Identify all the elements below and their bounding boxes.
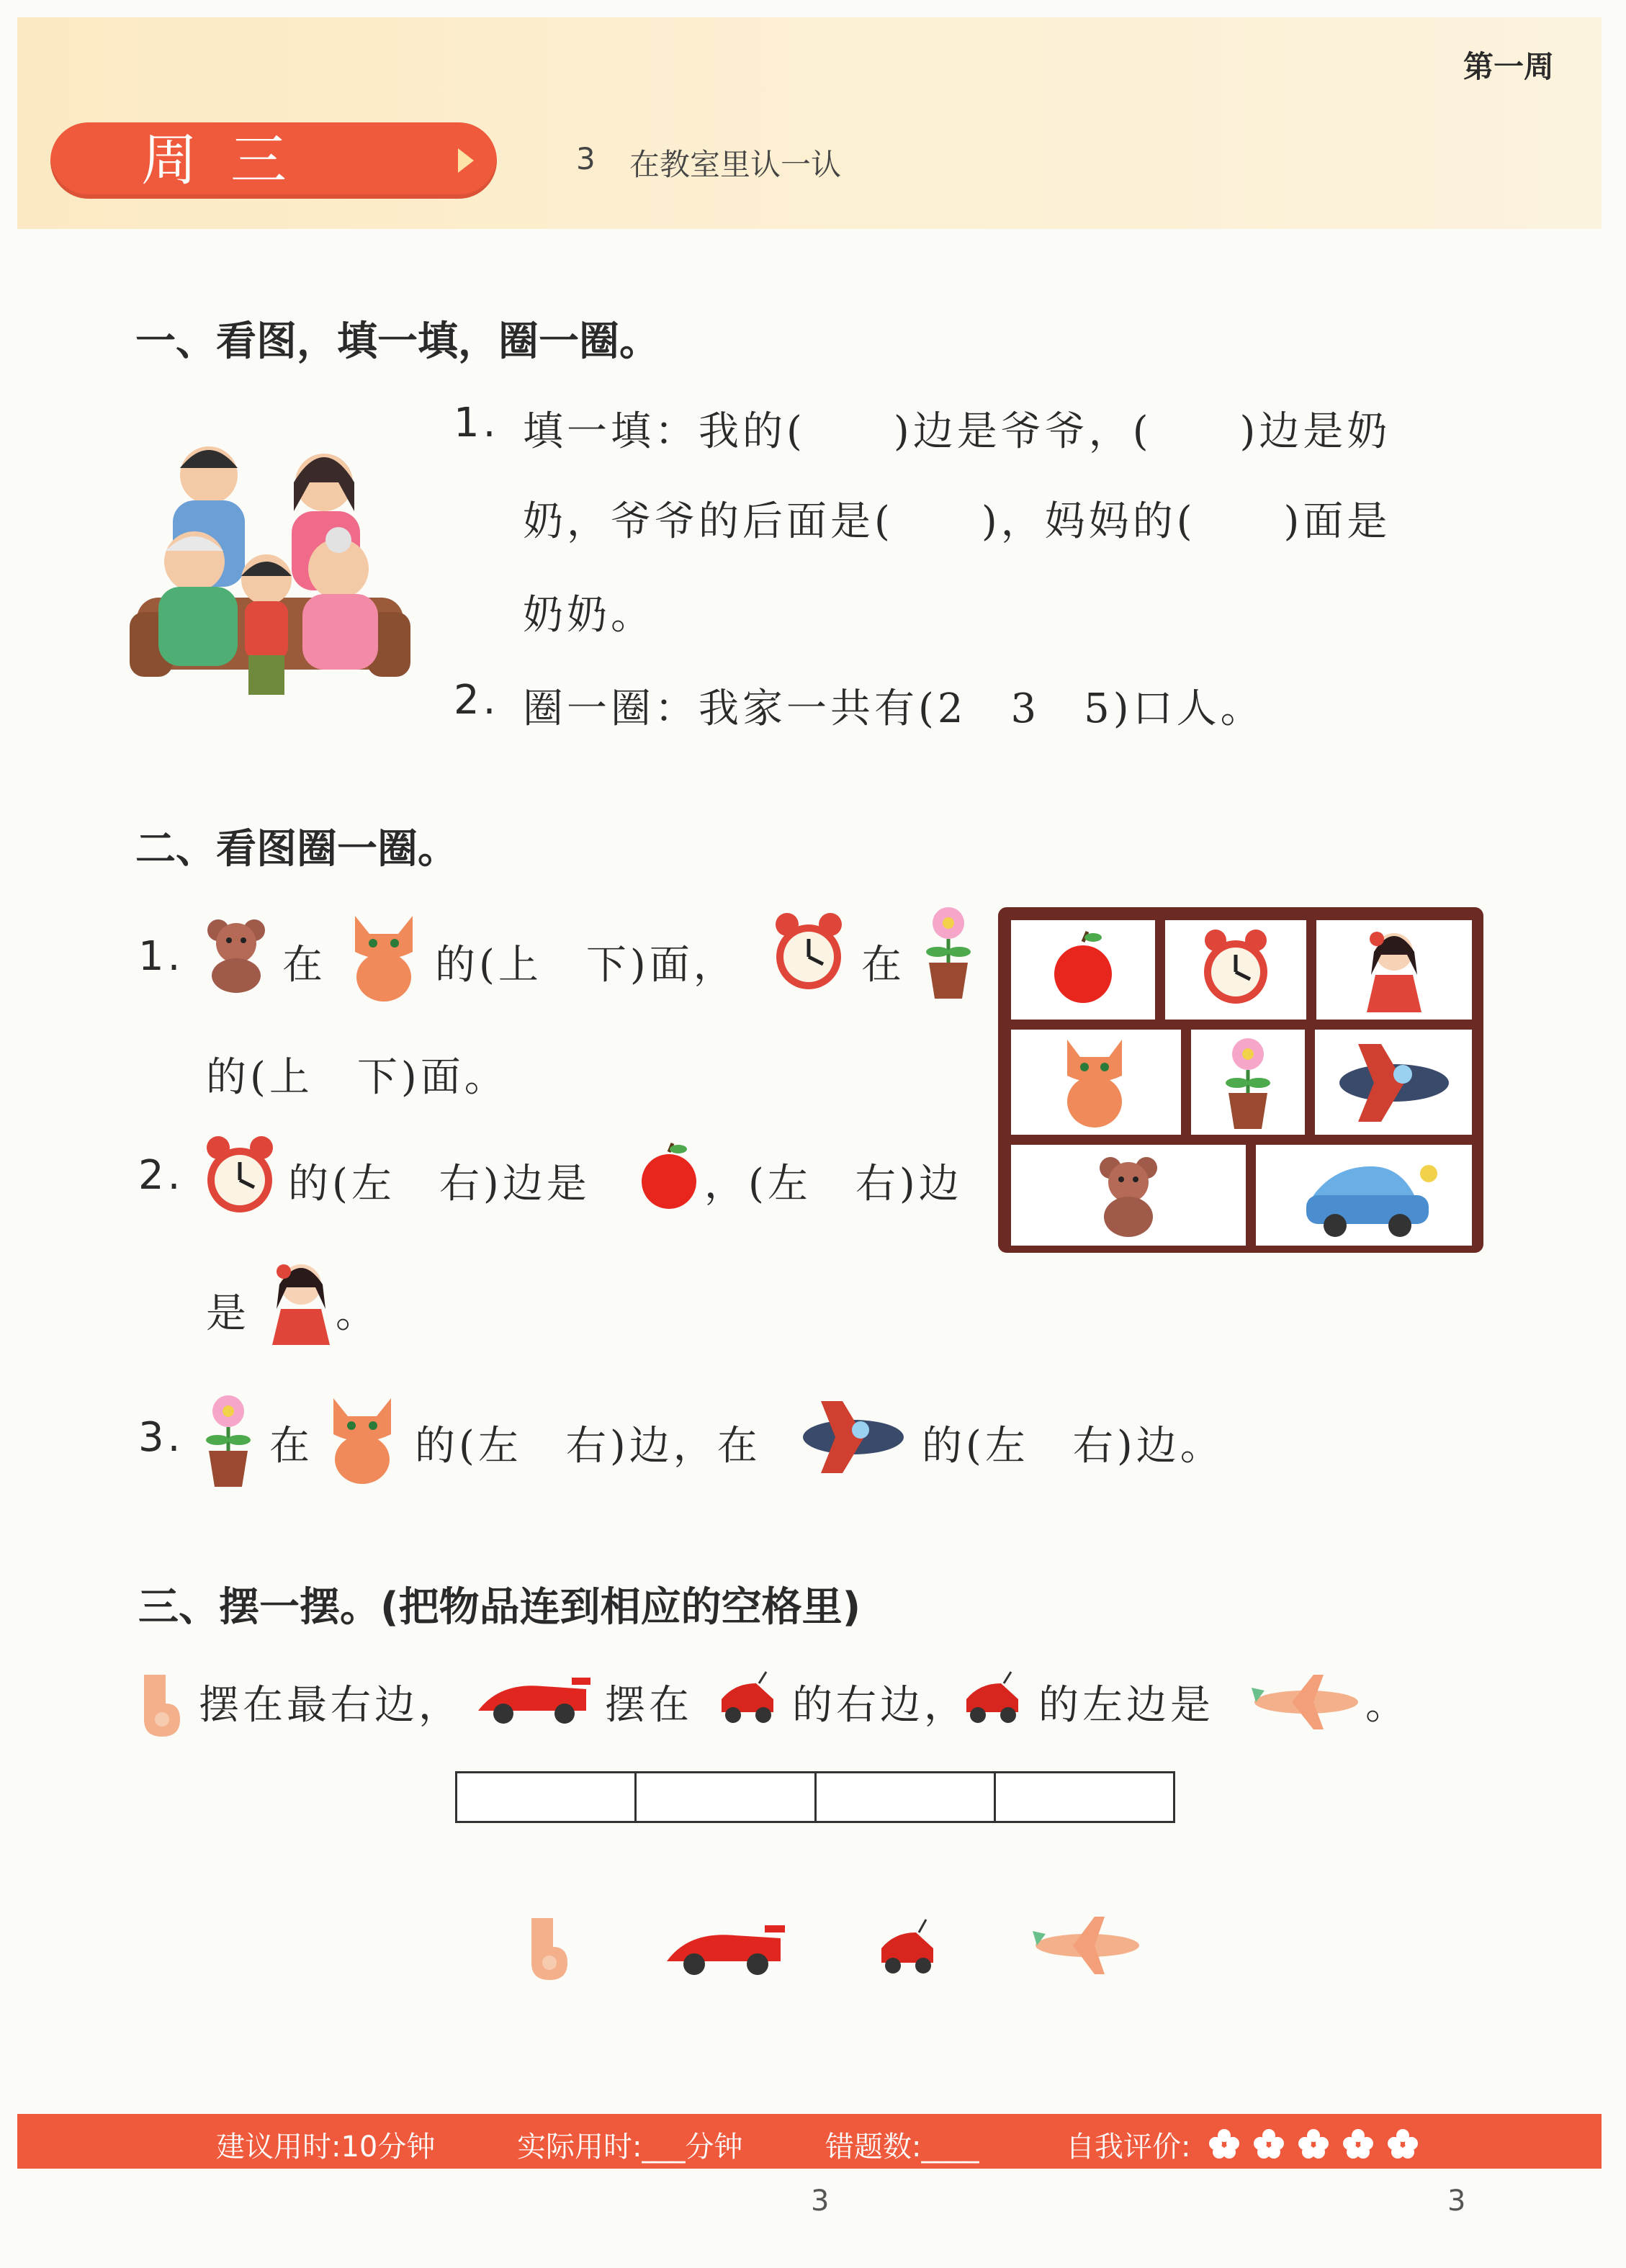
page-number-left: 3	[811, 2184, 830, 2218]
grid-cell-toy-car	[1256, 1145, 1472, 1246]
s2-q3-number: 3.	[138, 1414, 184, 1461]
airplane-icon	[792, 1394, 915, 1480]
family-illustration	[130, 432, 410, 698]
s1-q1-line3: 奶奶。	[523, 592, 655, 639]
answer-box-4[interactable]	[996, 1773, 1173, 1821]
rating-flowers	[1207, 2124, 1437, 2160]
s1-q2-number: 2.	[454, 677, 500, 724]
lesson-title: 在教室里认一认	[629, 147, 842, 182]
day-pill	[50, 122, 497, 199]
s1-q1-line2: 奶，爷爷的后面是( )，妈妈的( )面是	[523, 498, 1391, 545]
flower-icon	[1343, 2129, 1373, 2159]
cat-icon	[1011, 1030, 1181, 1135]
s1-q2-line: 圈一圈：我家一共有(2 3 5)口人。	[523, 685, 1265, 732]
race-car-icon	[471, 1668, 593, 1732]
grid-cell-clock	[1165, 920, 1306, 1020]
flower-pot-icon	[1191, 1030, 1305, 1135]
s2-q1-b: 的(上 下)面，	[435, 942, 737, 989]
s2-q1-c: 在	[861, 942, 905, 989]
s2-q1-a: 在	[282, 942, 326, 989]
s2-q3-c: 的(左 右)边。	[922, 1423, 1224, 1470]
flower-pot-icon	[196, 1390, 261, 1490]
small-car-icon	[958, 1669, 1027, 1734]
small-car-icon[interactable]	[873, 1915, 942, 1984]
answer-box-3[interactable]	[817, 1773, 996, 1821]
teddy-bear-icon	[200, 914, 272, 994]
s2-q3-a: 在	[269, 1423, 313, 1470]
doll-icon	[265, 1259, 337, 1352]
s2-q2-a: 的(左 右)边是	[288, 1161, 590, 1207]
self-evaluation-label: 自我评价:	[1066, 2130, 1191, 2164]
teddy-bear-icon	[1011, 1145, 1246, 1246]
actual-time: 实际用时:___分钟	[517, 2130, 743, 2164]
s3-line-a: 摆在最右边，	[199, 1682, 462, 1729]
answer-box-2[interactable]	[637, 1773, 816, 1821]
s2-q2-b: ，(左 右)边	[704, 1161, 963, 1207]
apple-icon	[637, 1142, 701, 1211]
cat-icon	[323, 1391, 402, 1485]
s2-q1-d: 的(上 下)面。	[206, 1054, 508, 1101]
airplane-icon	[1315, 1030, 1472, 1135]
arrow-right-icon	[458, 148, 474, 173]
s3-line-e: 。	[1365, 1682, 1409, 1729]
s2-q1-number: 1.	[138, 933, 184, 980]
s3-line-d: 的左边是	[1038, 1682, 1214, 1729]
grid-cell-airplane	[1315, 1030, 1472, 1135]
week-label: 第一周	[1463, 49, 1554, 84]
grid-cell-doll	[1316, 920, 1472, 1020]
footer-bar	[17, 2114, 1602, 2169]
lesson-number: 3	[576, 141, 596, 176]
section3-heading: 三、摆一摆。(把物品连到相应的空格里)	[138, 1584, 861, 1631]
airplane-icon[interactable]	[1030, 1911, 1145, 1980]
flower-icon	[1254, 2129, 1284, 2159]
s1-q1-line1: 填一填：我的( )边是爷爷，( )边是奶	[523, 408, 1391, 455]
section2-heading: 二、看图圈一圈。	[135, 826, 458, 873]
s2-q2-c: 是	[206, 1290, 250, 1337]
s2-q2-number: 2.	[138, 1152, 184, 1199]
flower-icon	[1388, 2129, 1418, 2159]
s2-q3-b: 的(左 右)边，在	[415, 1423, 761, 1470]
cat-icon	[344, 909, 423, 1002]
alarm-clock-icon	[769, 910, 848, 996]
race-car-icon[interactable]	[660, 1915, 789, 1984]
s3-line-c: 的右边，	[792, 1682, 968, 1729]
flower-icon	[1209, 2129, 1239, 2159]
object-grid	[998, 907, 1483, 1253]
grid-cell-flower	[1191, 1030, 1305, 1135]
apple-icon	[1011, 920, 1155, 1020]
day-label: 周三	[140, 128, 320, 193]
grid-cell-teddy	[1011, 1145, 1246, 1246]
page-number-right: 3	[1447, 2184, 1466, 2218]
s2-q2-d: 。	[336, 1290, 379, 1337]
toy-car-icon	[1256, 1145, 1472, 1246]
section1-heading: 一、看图，填一填，圈一圈。	[135, 318, 660, 365]
alarm-clock-icon	[1165, 920, 1306, 1020]
suggested-time: 建议用时:10分钟	[216, 2130, 436, 2164]
grid-cell-cat	[1011, 1030, 1181, 1135]
doll-icon	[1316, 920, 1472, 1020]
airplane-icon	[1249, 1669, 1364, 1734]
flower-icon	[1298, 2129, 1329, 2159]
alarm-clock-icon	[200, 1133, 279, 1220]
whistle-icon[interactable]	[524, 1911, 575, 1983]
grid-cell-apple	[1011, 920, 1155, 1020]
answer-box-1[interactable]	[457, 1773, 637, 1821]
s1-q1-number: 1.	[454, 400, 500, 446]
whistle-icon	[137, 1668, 187, 1740]
answer-boxes	[455, 1771, 1175, 1823]
wrong-count: 错题数:____	[825, 2130, 979, 2164]
small-car-icon	[713, 1669, 782, 1734]
s3-line-b: 摆在	[605, 1682, 693, 1729]
flower-pot-icon	[916, 901, 981, 1002]
